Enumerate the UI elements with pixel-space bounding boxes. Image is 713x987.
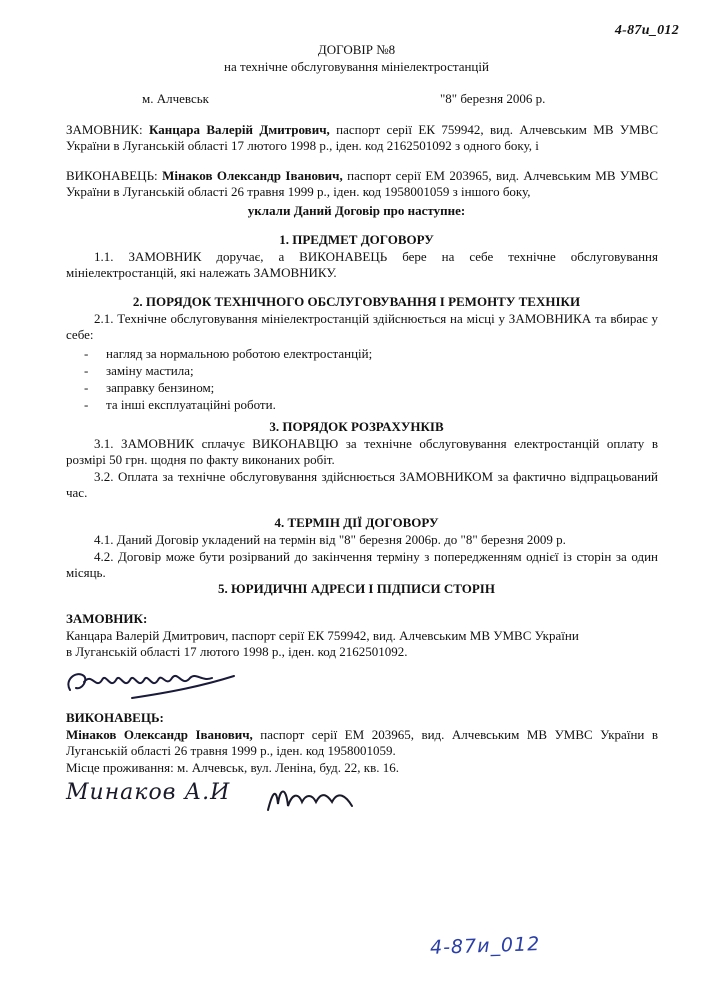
section-5-heading: 5. ЮРИДИЧНІ АДРЕСИ І ПІДПИСИ СТОРІН bbox=[218, 581, 495, 596]
section-4-heading: 4. ТЕРМІН ДІЇ ДОГОВОРУ bbox=[274, 515, 439, 530]
parties-contractor-address: Місце проживання: м. Алчевськ, вул. Леніна, буд. 22, кв. 16. bbox=[66, 760, 399, 775]
intro-contractor bbox=[66, 168, 658, 200]
list-item: - заміну мастила; bbox=[84, 362, 372, 379]
section-3-paragraph-1: 3.1. ЗАМОВНИК сплачує ВИКОНАВЦЮ за технічне обслуговування електростанцій оплату в розмірі 50 грн. щодня по факту виконаних робіт. bbox=[66, 436, 658, 467]
parties-contractor-label: ВИКОНАВЕЦЬ: bbox=[66, 710, 164, 725]
contract-date: "8" березня 2006 р. bbox=[440, 91, 546, 106]
section-1-paragraph-1: 1.1. ЗАМОВНИК доручає, а ВИКОНАВЕЦЬ бере на себе технічне обслуговування мініелектростанцій, які належать ЗАМОВНИКУ. bbox=[66, 249, 658, 280]
section-2-paragraph-1: 2.1. Технічне обслуговування мініелектростанцій здійснюється на місці у ЗАМОВНИКА та вбирає у себе: bbox=[66, 311, 658, 342]
customer-signature bbox=[62, 662, 237, 704]
parties-customer-line-1: Канцара Валерій Дмитрович, паспорт серії ЕК 759942, вид. Алчевським МВ УМВС України bbox=[66, 628, 579, 643]
section-3-paragraph-2: 3.2. Оплата за технічне обслуговування здійснюється ЗАМОВНИКОМ за фактично відпрацьований час. bbox=[66, 469, 658, 500]
section-2-task-list bbox=[84, 345, 372, 413]
intro-contractor-name: Мінаков Олександр Іванович, bbox=[162, 168, 343, 183]
list-item: - нагляд за нормальною роботою електростанцій; bbox=[84, 345, 372, 362]
contract-place: м. Алчевськ bbox=[142, 91, 209, 106]
intro-customer-label: ЗАМОВНИК: bbox=[66, 122, 143, 137]
intro-contractor-label: ВИКОНАВЕЦЬ: bbox=[66, 168, 158, 183]
contract-subtitle: на технічне обслуговування мініелектростанцій bbox=[224, 59, 489, 74]
parties-contractor-text: паспорт серії ЕМ 203965, вид. Алчевським МВ УМВС України в Луганській області 26 травня 1999 р., іден. код 1958001059. bbox=[66, 727, 658, 758]
document-reference-bottom: 4-87и_012 bbox=[429, 933, 541, 959]
contractor-handwritten-name: Минаков А.И bbox=[66, 780, 231, 805]
section-2-heading: 2. ПОРЯДОК ТЕХНІЧНОГО ОБСЛУГОВУВАННЯ І РЕМОНТУ ТЕХНІКИ bbox=[132, 294, 581, 309]
parties-customer-label: ЗАМОВНИК: bbox=[66, 611, 148, 626]
section-1-heading: 1. ПРЕДМЕТ ДОГОВОРУ bbox=[279, 232, 434, 247]
parties-contractor-details bbox=[66, 727, 658, 759]
list-item: - та інші експлуатаційні роботи. bbox=[84, 396, 372, 413]
document-reference-top: 4-87и_012 bbox=[614, 23, 679, 38]
contract-title: ДОГОВІР №8 bbox=[317, 42, 396, 57]
intro-customer bbox=[66, 122, 658, 154]
list-item: - заправку бензином; bbox=[84, 379, 372, 396]
section-4-paragraph-2: 4.2. Договір може бути розірваний до закінчення терміну з попередженням однієї із сторін за один місяць. bbox=[66, 549, 658, 580]
parties-customer-line-2: в Луганській області 17 лютого 1998 р., іден. код 2162501092. bbox=[66, 644, 408, 659]
section-4-paragraph-1: 4.1. Даний Договір укладений на термін від "8" березня 2006р. до "8" березня 2009 р. bbox=[94, 532, 566, 547]
section-3-heading: 3. ПОРЯДОК РОЗРАХУНКІВ bbox=[269, 419, 444, 434]
intro-contractor-text: паспорт серії ЕМ 203965, вид. Алчевським МВ УМВС України в Луганській області 26 травня 1999 р., іден. код 1958001059 з іншого боку, bbox=[66, 168, 659, 199]
parties-contractor-name: Мінаков Олександр Іванович, bbox=[66, 727, 253, 742]
contractor-signature bbox=[262, 780, 362, 820]
intro-customer-text: паспорт серії ЕК 759942, вид. Алчевським МВ УМВС України в Луганській області 17 лютого 1998 р., іден. код 2162501092 з одного боку, і bbox=[66, 122, 658, 153]
intro-customer-name: Канцара Валерій Дмитрович, bbox=[148, 122, 330, 137]
intro-agreed: уклали Даний Договір про наступне: bbox=[247, 203, 466, 218]
